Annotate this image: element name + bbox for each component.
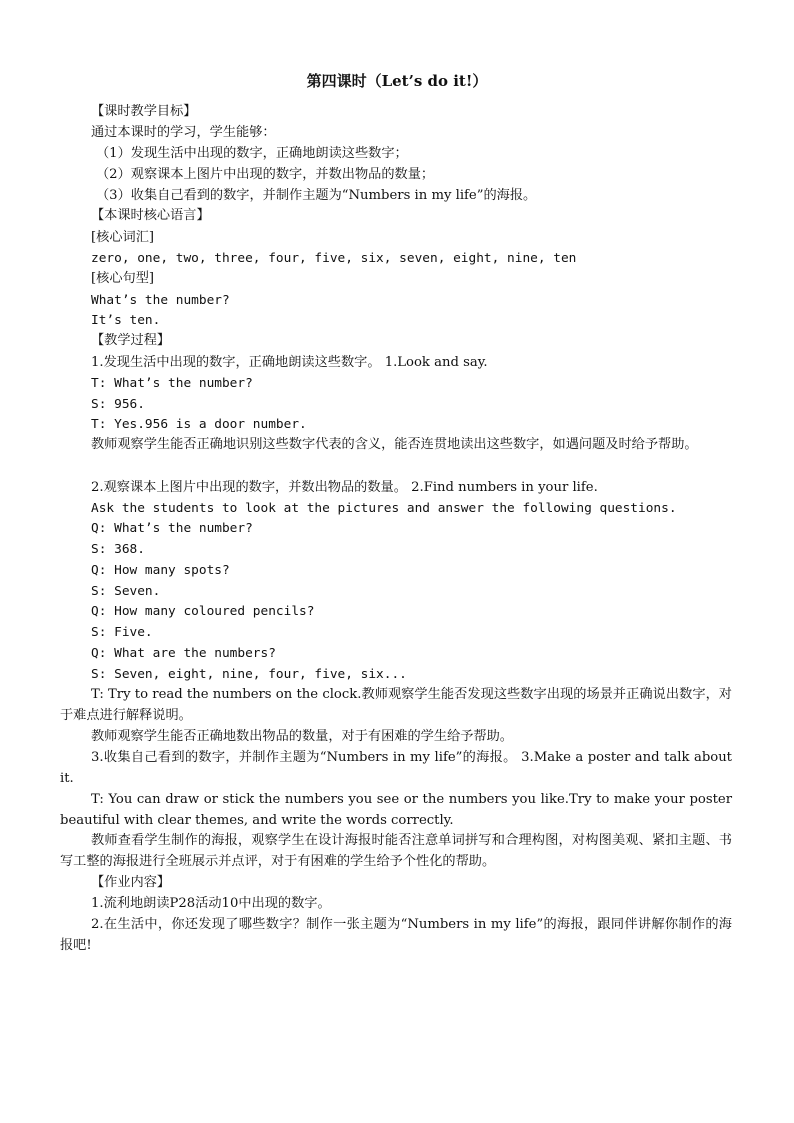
pattern-question: What’s the number? bbox=[91, 293, 230, 308]
step-2-question-4: Q: What are the numbers? bbox=[91, 646, 276, 661]
step-2-question-1: Q: What’s the number? bbox=[91, 521, 253, 536]
step-3-heading: 3.收集自己看到的数字，并制作主题为“Numbers in my life”的海报。 3.Make a poster and talk about it. bbox=[60, 750, 732, 786]
vocab-heading: [核心词汇] bbox=[91, 230, 155, 245]
step-3-teacher-line: T: You can draw or stick the numbers you see or the numbers you like.Try to make your poster beautiful with clear themes, and write the words correctly. bbox=[60, 792, 732, 828]
step-1-heading: 1.发现生活中出现的数字，正确地朗读这些数字。 1.Look and say. bbox=[91, 355, 488, 370]
core-language-heading: 【本课时核心语言】 bbox=[91, 208, 210, 223]
step-2-answer-3: S: Five. bbox=[91, 625, 153, 640]
goals-intro: 通过本课时的学习，学生能够： bbox=[91, 125, 276, 140]
goal-item-2: （2）观察课本上图片中出现的数字，并数出物品的数量； bbox=[96, 167, 435, 182]
step-2-instruction: Ask the students to look at the pictures and answer the following questions. bbox=[91, 501, 677, 516]
step-2-answer-2: S: Seven. bbox=[91, 584, 161, 599]
step-1-teacher-line: T: What’s the number? bbox=[91, 376, 253, 391]
step-2-note: 教师观察学生能否正确地数出物品的数量，对于有困难的学生给予帮助。 bbox=[91, 729, 513, 744]
step-2-answer-4: S: Seven, eight, nine, four, five, six... bbox=[91, 667, 407, 682]
homework-heading: 【作业内容】 bbox=[91, 875, 171, 890]
goal-item-1: （1）发现生活中出现的数字，正确地朗读这些数字； bbox=[96, 146, 408, 161]
vocab-list: zero, one, two, three, four, five, six, seven, eight, nine, ten bbox=[91, 251, 577, 266]
step-2-answer-1: S: 368. bbox=[91, 542, 145, 557]
lesson-title: 第四课时（Let’s do it!） bbox=[306, 72, 488, 90]
homework-item-2: 2.在生活中，你还发现了哪些数字？制作一张主题为“Numbers in my life”的海报，跟同伴讲解你制作的海报吧! bbox=[60, 917, 732, 953]
goal-item-3: （3）收集自己看到的数字，并制作主题为“Numbers in my life”的海报。 bbox=[96, 188, 537, 203]
step-2-question-3: Q: How many coloured pencils? bbox=[91, 604, 315, 619]
step-2-teacher-note: T: Try to read the numbers on the clock.教师观察学生能否发现这些数字出现的场景并正确说出数字，对于难点进行解释说明。 bbox=[60, 687, 732, 723]
pattern-answer: It’s ten. bbox=[91, 313, 161, 328]
process-heading: 【教学过程】 bbox=[91, 333, 171, 348]
step-1-note: 教师观察学生能否正确地识别这些数字代表的含义，能否连贯地读出这些数字，如遇问题及时给予帮助。 bbox=[91, 437, 698, 452]
pattern-heading: [核心句型] bbox=[91, 271, 155, 286]
goals-heading: 【课时教学目标】 bbox=[91, 104, 197, 119]
step-2-heading: 2.观察课本上图片中出现的数字，并数出物品的数量。 2.Find numbers in your life. bbox=[91, 480, 598, 495]
homework-item-1: 1.流利地朗读P28活动10中出现的数字。 bbox=[91, 896, 331, 911]
step-2-question-2: Q: How many spots? bbox=[91, 563, 230, 578]
step-3-note: 教师查看学生制作的海报，观察学生在设计海报时能否注意单词拼写和合理构图，对构图美观、紧扣主题、书写工整的海报进行全班展示并点评，对于有困难的学生给予个性化的帮助。 bbox=[60, 833, 732, 869]
step-1-student-line: S: 956. bbox=[91, 397, 145, 412]
step-1-teacher-reply: T: Yes.956 is a door number. bbox=[91, 417, 307, 432]
